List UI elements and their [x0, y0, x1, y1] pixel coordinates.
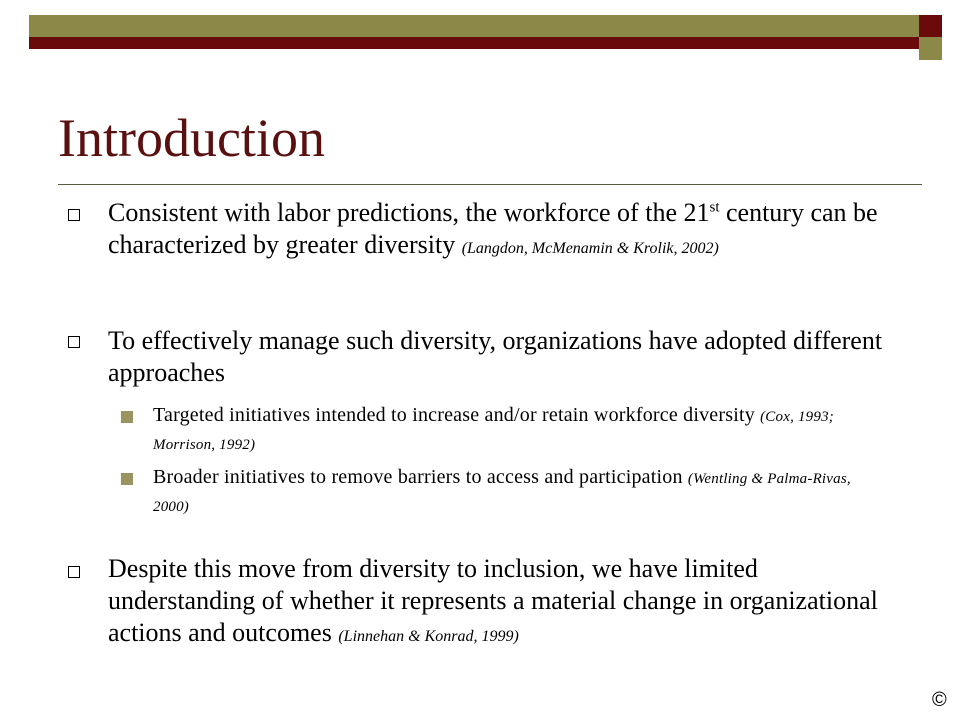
sub-bullet-item-1 — [153, 402, 853, 458]
bullet-item-1 — [108, 197, 908, 265]
sub-bullet-item-2 — [153, 464, 853, 520]
bullet-3-text: Despite this move from diversity to inclusion, we have limited understanding of whether it represents a material change in organizational actions and outcomes — [108, 554, 878, 647]
bullet-1-citation: (Langdon, McMenamin & Krolik, 2002) — [461, 240, 719, 257]
bullet-3-citation: (Linnehan & Konrad, 1999) — [338, 628, 519, 645]
header-bar-maroon-stripe — [29, 37, 942, 49]
header-bar-olive-stripe — [29, 15, 942, 37]
slide-title: Introduction — [58, 108, 325, 168]
bullet-item-2 — [108, 325, 908, 389]
bullet-1-text: Consistent with labor predictions, the workforce of the 21 — [108, 198, 710, 227]
bullet-1-superscript: st — [709, 199, 720, 216]
square-bullet-icon — [68, 209, 80, 221]
sub-bullet-2-text: Broader initiatives to remove barriers to access and participation — [153, 466, 688, 488]
sub-bullet-1-citation: (Cox, 1993; Morrison, 1992) — [153, 409, 834, 453]
square-bullet-icon — [68, 336, 80, 348]
sub-bullet-2-citation: (Wentling & Palma-Rivas, 2000) — [153, 471, 851, 515]
square-bullet-icon — [68, 566, 80, 578]
title-divider — [58, 184, 922, 185]
header-corner-block-maroon — [919, 15, 942, 37]
filled-square-sub-bullet-icon — [121, 411, 133, 423]
sub-bullet-1-text: Targeted initiatives intended to increase and/or retain workforce diversity — [153, 404, 761, 426]
bullet-2-text: To effectively manage such diversity, organizations have adopted different approaches — [108, 326, 883, 387]
copyright-symbol: © — [932, 689, 947, 711]
filled-square-sub-bullet-icon — [121, 473, 133, 485]
bullet-1-text-continued: century can be characterized by greater diversity — [108, 198, 878, 259]
header-decoration-bar — [29, 15, 942, 60]
header-corner-block-olive — [919, 37, 942, 60]
bullet-item-3 — [108, 553, 908, 653]
